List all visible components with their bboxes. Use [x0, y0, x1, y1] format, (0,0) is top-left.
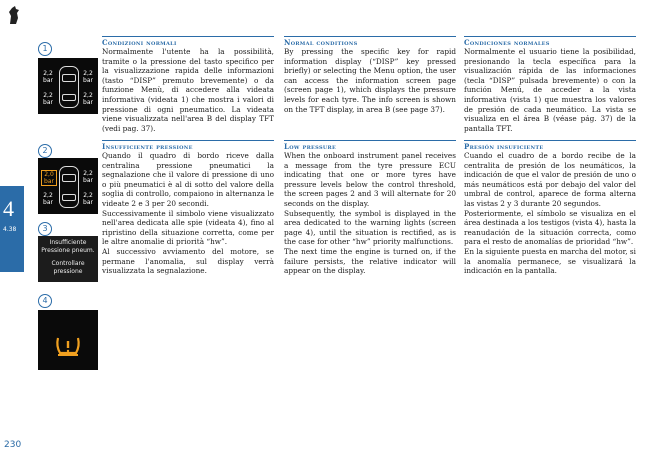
chapter-subnumber: 4.38 [3, 226, 17, 233]
heading-normal-conditions: Condizioni normali [102, 38, 177, 47]
pressure-rear-right: 2,2 bar [83, 192, 93, 206]
message-line-4: pressione [53, 268, 83, 275]
step-number-3: 3 [38, 222, 52, 236]
heading-low-pressure: Low pressure [284, 142, 337, 151]
tyre-pressure-screen-2 [38, 158, 98, 214]
car-top-view-icon [59, 66, 79, 108]
heading-normal-conditions: Condiciones normales [464, 38, 550, 47]
paragraph-low-c: The next time the engine is turned on, if the failure persists, the relative indicator will appear on the display. [284, 246, 456, 276]
message-line-2: Pressione pneum. [41, 247, 95, 254]
pressure-rear-left: 2,2 bar [43, 92, 53, 106]
heading-low-pressure: Presión insuficiente [464, 142, 544, 151]
english-column [284, 38, 456, 114]
pressure-rear-right: 2,2 bar [83, 92, 93, 106]
spanish-column [464, 38, 636, 133]
chapter-number: 4 [3, 196, 14, 221]
pressure-front-right: 2,2 bar [83, 70, 93, 84]
pressure-rear-left: 2,2 bar [43, 192, 53, 206]
paragraph-low-b: Subsequently, the symbol is displayed in the area dedicated to the warning lights (screen page 4), until the situation is rectified, as is the case for other “hw” priority malfunctions. [284, 208, 456, 247]
tyre-pressure-warning-icon [38, 310, 98, 370]
paragraph-low-a: When the onboard instrument panel receives a message from the tyre pressure ECU indicating that one or more tyres have pressure levels below the control threshold, the screen pages 2 and 3 will alternate for 20 seconds on the display. [284, 151, 456, 208]
pressure-front-left-low: 2,0 bar [41, 170, 57, 186]
paragraph-low-b: Posteriormente, el símbolo se visualiza en el área destinada a los testigos (vista 4), hasta la reanudación de la situación correcta, como para el resto de anomalías de prioridad “hw”. [464, 208, 636, 247]
paragraph-normal: Normalmente el usuario tiene la posibilidad, presionando la tecla específica para la visualización rápida de las informaciones (tecla “DISP” pulsada brevemente) o con la función Menú, de acceder a la vista informativa (vista 1) que muestra los valores de presión de cada neumático. La vista se visualiza en el área B (véase pág. 37) de la pantalla TFT. [464, 47, 636, 133]
tyre-pressure-screen-1 [38, 58, 98, 114]
step-number-4: 4 [38, 294, 52, 308]
step-number-2: 2 [38, 144, 52, 158]
italian-column-low [102, 142, 274, 276]
warning-lamp-screen [38, 310, 98, 370]
car-top-view-icon [59, 166, 79, 208]
paragraph-low-a: Cuando el cuadro de a bordo recibe de la centralita de presión de los neumáticos, la indicación de que el valor de presión de uno o más neumáticos está por debajo del valor del umbral de control, aparece de forma alterna las vistas 2 y 3 durante 20 segundos. [464, 151, 636, 208]
italian-column [102, 38, 274, 133]
spanish-column-low [464, 142, 636, 276]
paragraph-low-c: Al successivo avviamento del motore, se permane l'anomalia, sul display verrà visualizzata la segnalazione. [102, 246, 274, 276]
pressure-front-right: 2,2 bar [83, 170, 93, 184]
paragraph-low-c: En la siguiente puesta en marcha del motor, si la anomalía permanece, se visualizará la indicación en la pantalla. [464, 246, 636, 276]
horse-logo-icon [6, 4, 22, 26]
english-column-low [284, 142, 456, 276]
paragraph-low-a: Quando il quadro di bordo riceve dalla centralina pressione pneumatici la segnalazione che il valore di pressione di uno o più pneumatici è al di sotto del valore della soglia di controllo, compaiono in alternanza le videate 2 e 3 per 20 secondi. [102, 151, 274, 208]
paragraph-normal: By pressing the specific key for rapid information display (“DISP” key pressed briefly) or selecting the Menu option, the user can access the information screen page (screen page 1), which displays the pressure levels for each tyre. The info screen is shown on the TFT display, in area B (see page 37). [284, 47, 456, 114]
step-number-1: 1 [38, 42, 52, 56]
low-pressure-message-screen [38, 236, 98, 282]
message-line-1: Insufficiente [49, 239, 87, 246]
chapter-tab [0, 186, 24, 272]
paragraph-low-b: Successivamente il simbolo viene visualizzato nell'area dedicata alle spie (videata 4), fino al ripristino della situazione corretta, come per le altre anomalie di priorità “hw”. [102, 208, 274, 247]
message-line-3: Controllare [51, 260, 85, 267]
paragraph-normal: Normalmente l'utente ha la possibilità, tramite o la pressione del tasto specifico per la visualizzazione rapida delle informazioni (tasto “DISP” premuto brevemente) o da funzione Menù, di accedere alla videata informativa (videata 1) che mostra i valori di pressione di ogni pneumatico. La videata viene visualizzata nell'area B del display TFT (vedi pag. 37). [102, 47, 274, 133]
pressure-front-left: 2,2 bar [43, 70, 53, 84]
page-number: 230 [4, 440, 22, 450]
heading-low-pressure: Insufficiente pressione [102, 142, 193, 151]
heading-normal-conditions: Normal conditions [284, 38, 358, 47]
